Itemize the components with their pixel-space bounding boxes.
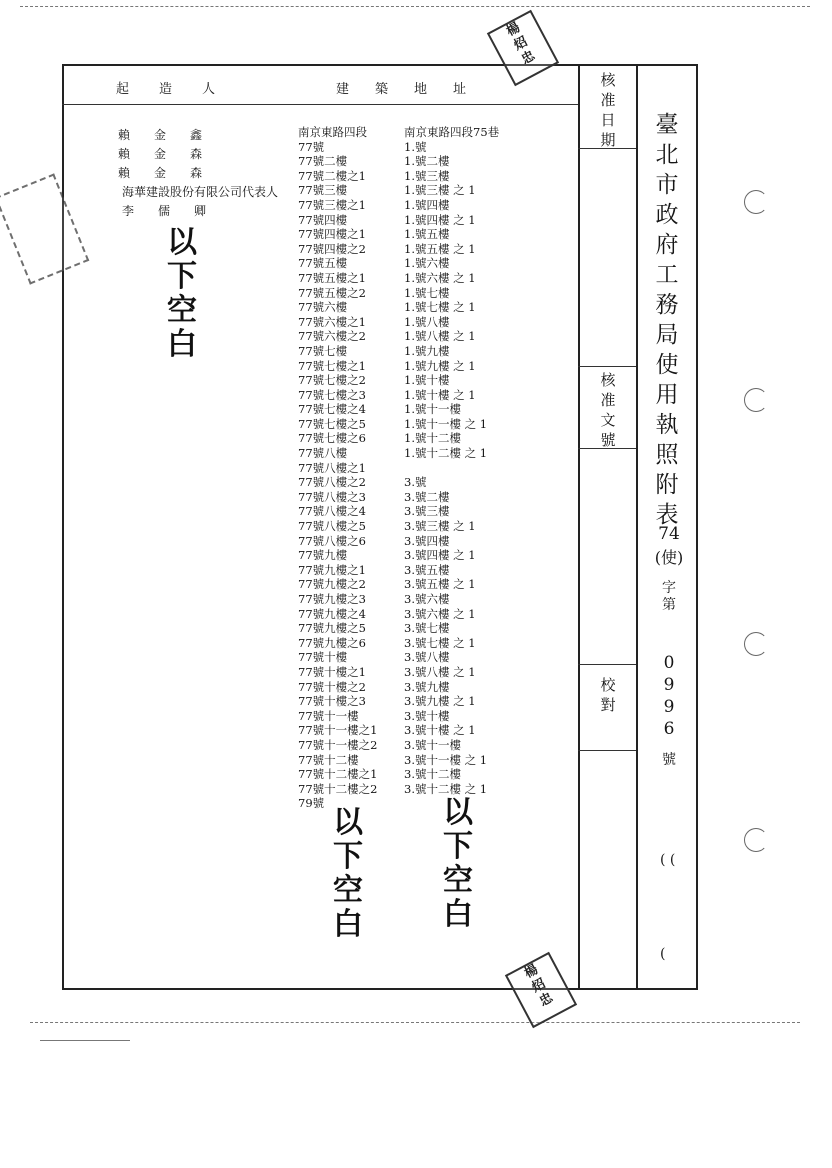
title-char: 表 (655, 502, 679, 528)
blank-mark-char: 白 (333, 907, 363, 942)
seal-char: 炤 (529, 976, 549, 996)
address-entry: 1.號六樓 之 1 (404, 270, 476, 285)
scan-edge-bottom (30, 1022, 800, 1023)
label-char: 文 (600, 411, 616, 429)
seal-char: 忠 (519, 48, 538, 68)
address-entry: 1.號七樓 之 1 (404, 300, 476, 315)
punch-hole (744, 828, 768, 852)
address-entry: 3.號四樓 (404, 533, 450, 548)
address-entry: 77號八樓之2 (298, 475, 366, 490)
label-char: 准 (600, 391, 616, 409)
label-char: 對 (600, 696, 616, 714)
address-entry: 1.號九樓 (404, 343, 450, 358)
address-entry: 1.號八樓 之 1 (404, 329, 476, 344)
label-char: 核 (600, 71, 616, 89)
address-entry: 3.號二樓 (404, 489, 450, 504)
seal-char: 楊 (522, 962, 541, 982)
title-char: 府 (655, 232, 679, 258)
address-entry: 77號十樓之2 (298, 679, 366, 694)
address-entry: 1.號三樓 (404, 168, 450, 183)
address-entry: 3.號十一樓 之 1 (404, 752, 488, 767)
address-entry: 77號九樓之4 (298, 606, 366, 621)
paren-mark: ( (660, 946, 666, 962)
punch-hole (744, 388, 768, 412)
address-entry: 1.號五樓 (404, 227, 450, 242)
punch-hole (744, 190, 768, 214)
title-char: 局 (655, 322, 679, 348)
address-entry: 3.號三樓 之 1 (404, 519, 476, 534)
label-char: 號 (600, 431, 616, 449)
address-entry: 77號七樓之4 (298, 402, 366, 417)
label-char: 核 (600, 371, 616, 389)
title-char: 臺 (655, 112, 679, 138)
address-entry: 1.號四樓 之 1 (404, 212, 476, 227)
address-entry: 3.號五樓 (404, 562, 450, 577)
approval-date-label (596, 70, 620, 150)
blank-mark-char: 空 (167, 293, 197, 328)
proofread-label (596, 672, 620, 712)
address-entry (404, 461, 499, 476)
address-entry: 77號八樓之3 (298, 489, 366, 504)
address-entry: 77號七樓之3 (298, 387, 366, 402)
address-entry: 1.號十一樓 之 1 (404, 416, 488, 431)
address-entry: 3.號十一樓 (404, 737, 461, 752)
permit-type: (使) (654, 548, 684, 567)
builder-name: 賴 金 森 (118, 166, 203, 180)
address-entry: 3.號三樓 (404, 504, 450, 519)
permit-number-digit: 0 (663, 653, 675, 673)
address-entry: 77號九樓之6 (298, 635, 366, 650)
permit-number-digit: 9 (663, 697, 675, 717)
title-char: 照 (655, 442, 679, 468)
address-entry: 77號十二樓之1 (298, 767, 378, 782)
address-entry: 77號八樓 (298, 446, 348, 461)
address-entry: 1.號四樓 (404, 197, 450, 212)
address-entry: 77號四樓 (298, 212, 348, 227)
address-entry: 77號八樓之5 (298, 519, 366, 534)
address-entry: 3.號九樓 之 1 (404, 694, 476, 709)
blank-mark-char: 下 (443, 829, 473, 864)
builder-name: 賴 金 森 (118, 147, 203, 161)
address-entry: 77號五樓 (298, 256, 348, 271)
blank-mark-char: 下 (167, 259, 197, 294)
address-entry: 77號八樓之1 (298, 460, 366, 475)
builder-name: 海華建設股份有限公司代表人 (122, 185, 279, 199)
blank-mark-char: 白 (443, 897, 473, 932)
address-entry: 77號九樓之5 (298, 621, 366, 636)
address-entry: 77號九樓之1 (298, 562, 366, 577)
permit-word (654, 580, 684, 614)
address-entry: 1.號六樓 (404, 256, 450, 271)
seal-char: 忠 (537, 990, 556, 1010)
address-entry: 77號九樓之2 (298, 577, 366, 592)
address-entry: 3.號四樓 之 1 (404, 548, 476, 563)
blank-mark-char: 以 (167, 225, 197, 260)
address-entry: 77號七樓之5 (298, 416, 366, 431)
address-entry: 3.號八樓 (404, 650, 450, 665)
address-entry: 77號八樓之4 (298, 504, 366, 519)
blank-mark-char: 白 (167, 327, 197, 362)
label-char: 准 (600, 91, 616, 109)
address-entry: 1.號八樓 (404, 314, 450, 329)
scan-edge-bottom-2 (40, 1040, 130, 1041)
title-char: 工 (655, 262, 679, 288)
builder-name: 李 儒 卿 (122, 204, 207, 218)
address-entry: 77號十二樓 (298, 752, 359, 767)
title-char: 附 (655, 472, 679, 498)
builder-header: 起造人 (116, 82, 246, 97)
address-entry: 77號 (298, 139, 325, 154)
address-entry: 77號七樓之6 (298, 431, 366, 446)
document-title (650, 110, 684, 530)
address-entry: 77號九樓之3 (298, 592, 366, 606)
address-entry: 77號七樓之2 (298, 373, 366, 388)
seal-char: 炤 (511, 34, 531, 54)
title-char: 北 (655, 142, 679, 168)
address-entry: 77號十二樓之2 (298, 781, 378, 796)
address-entry: 3.號 (404, 475, 427, 490)
address-entry: 3.號八樓 之 1 (404, 664, 476, 679)
address-entry: 1.號二樓 (404, 154, 450, 169)
address-column-2 (404, 125, 499, 796)
permit-word-char: 第 (662, 597, 676, 613)
label-char: 日 (600, 111, 616, 129)
address-entry: 77號八樓之6 (298, 533, 366, 548)
address-entry: 79號 (298, 796, 325, 811)
faded-seal-left (0, 173, 89, 284)
address-entry: 3.號六樓 (404, 592, 450, 606)
label-char: 期 (600, 131, 616, 149)
address-entry: 77號七樓 (298, 343, 348, 358)
address-entry: 77號九樓 (298, 548, 348, 563)
address-entry: 77號二樓 (298, 154, 348, 169)
address-entry: 3.號六樓 之 1 (404, 606, 476, 621)
punch-hole (744, 632, 768, 656)
blank-mark-char: 空 (333, 873, 363, 908)
personal-seal-top (487, 10, 559, 86)
title-char: 市 (655, 172, 679, 198)
personal-seal-bottom (505, 952, 577, 1028)
permit-number (654, 652, 684, 740)
address-entry: 3.號十樓 (404, 708, 450, 723)
blank-mark-char: 以 (333, 805, 363, 840)
address-entry: 77號四樓之1 (298, 227, 366, 242)
address-entry: 1.號十樓 (404, 373, 450, 388)
address-entry: 77號五樓之2 (298, 285, 366, 300)
blank-mark-char: 下 (333, 839, 363, 874)
address-entry: 1.號十樓 之 1 (404, 387, 476, 402)
permit-year: 74 (658, 524, 680, 544)
title-char: 務 (655, 292, 679, 318)
permit-number-digit: 6 (663, 719, 675, 739)
builders-list (118, 126, 278, 221)
paren-mark: ( ( (660, 852, 676, 868)
address-entry: 3.號十樓 之 1 (404, 723, 476, 738)
label-char: 校 (600, 676, 616, 694)
address-entry: 77號十樓 (298, 650, 348, 665)
address-entry: 77號十一樓之1 (298, 723, 378, 738)
address-entry: 南京東路四段75巷 (404, 125, 500, 139)
address-entry: 77號十樓之3 (298, 694, 366, 709)
address-entry: 1.號三樓 之 1 (404, 183, 476, 198)
address-entry: 3.號九樓 (404, 679, 450, 694)
permit-suffix: 號 (662, 752, 676, 768)
address-entry: 1.號五樓 之 1 (404, 241, 476, 256)
address-entry: 1.號七樓 (404, 285, 450, 300)
address-entry: 南京東路四段 (298, 125, 367, 139)
address-entry: 1.號 (404, 139, 427, 154)
scan-edge-top (20, 6, 810, 7)
address-entry: 77號六樓之1 (298, 314, 366, 329)
address-entry: 1.號九樓 之 1 (404, 358, 476, 373)
address-entry: 1.號十二樓 (404, 431, 461, 446)
address-entry: 1.號十一樓 (404, 402, 461, 417)
address-entry: 3.號七樓 (404, 621, 450, 636)
title-char: 用 (655, 382, 679, 408)
address-entry: 77號四樓之2 (298, 241, 366, 256)
permit-word-char: 字 (662, 580, 676, 596)
address-entry: 77號五樓之1 (298, 270, 366, 285)
blank-mark-col1 (326, 806, 370, 942)
address-column-1 (298, 125, 377, 811)
address-entry: 77號三樓 (298, 183, 348, 198)
address-entry: 77號十一樓之2 (298, 737, 378, 752)
address-entry: 3.號七樓 之 1 (404, 635, 476, 650)
address-entry: 3.號十二樓 (404, 767, 461, 782)
blank-mark-char: 以 (443, 795, 473, 830)
address-entry: 3.號十二樓 之 1 (404, 781, 488, 796)
blank-mark-char: 空 (443, 863, 473, 898)
address-entry: 77號十一樓 (298, 708, 359, 723)
blank-mark-builders (160, 226, 204, 362)
address-entry: 3.號五樓 之 1 (404, 577, 476, 592)
title-char: 政 (655, 202, 679, 228)
address-entry: 77號六樓 (298, 300, 348, 315)
approval-doc-label (596, 370, 620, 450)
seal-char: 楊 (504, 20, 523, 40)
builder-name: 賴 金 鑫 (118, 128, 203, 142)
blank-mark-col2 (436, 796, 480, 932)
address-entry: 77號二樓之1 (298, 168, 366, 183)
address-entry: 77號三樓之1 (298, 197, 366, 212)
address-entry: 1.號十二樓 之 1 (404, 446, 488, 461)
title-char: 執 (655, 412, 679, 438)
address-header: 建築地址 (336, 82, 493, 97)
address-entry: 77號七樓之1 (298, 358, 366, 373)
permit-number-digit: 9 (663, 675, 675, 695)
address-entry: 77號六樓之2 (298, 329, 366, 344)
address-entry: 77號十樓之1 (298, 664, 366, 679)
title-char: 使 (655, 352, 679, 378)
